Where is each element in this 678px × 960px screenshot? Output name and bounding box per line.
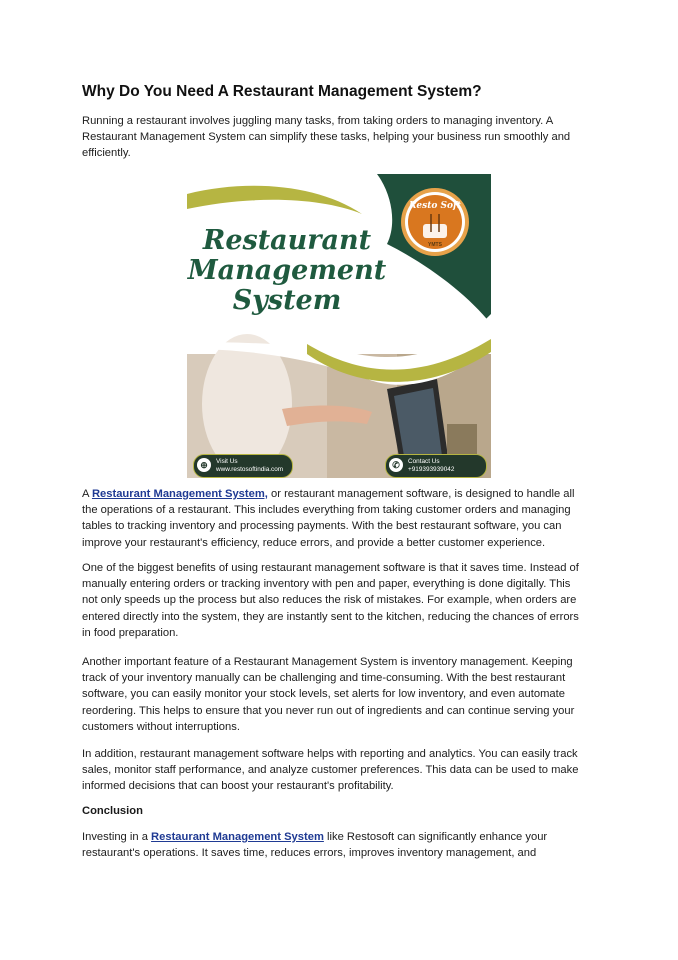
top-swoosh [187,186,362,214]
phone-icon: ✆ [389,458,403,472]
para5-text: like Restosoft can significantly enhance your restaurant's operations. It saves time, reduces errors, improves inventory management, and [82,831,548,860]
banner-title-1: Restaurant [202,225,372,256]
para5-prefix: Investing in a [82,831,152,843]
para1-text: or restaurant management software, is designed to handle all the operations of a restaurant. This includes everything from taking customer orders and managing tables to tracking inventory and processing payments. With the best restaurant software, you can improve your restaurant's efficiency, reduce errors, and provide a better customer experience. [82,488,575,549]
page-title: Why Do You Need A Restaurant Management System? [82,83,482,100]
logo-plate [423,224,447,238]
paragraph-benefits: One of the biggest benefits of using restaurant management software is that it saves time. Instead of manually entering orders or tracking inventory with pen and paper, everything is done digitally. This not only speeds up the process but also reduces the risk of mistakes. For example, when orders are entered directly into the system, they are instantly sent to the kitchen, reducing the chances of errors in food preparation. [82,562,579,639]
intro-paragraph: Running a restaurant involves juggling many tasks, from taking orders to managing inventory. A Restaurant Management System can simplify these tasks, helping your business run smoothly and efficiently. [82,115,571,160]
restaurant-management-system-link-2[interactable]: Restaurant Management System [151,831,324,843]
contact-label: Contact Us [408,458,440,465]
logo-subtext: YMTS [428,242,442,248]
contact-us-badge[interactable] [385,454,487,478]
banner-graphic [187,174,491,478]
contact-phone: +919393939042 [408,466,455,473]
visit-label: Visit Us [216,458,238,465]
banner-title-2: Management [187,255,387,286]
visit-url: www.restosoftindia.com [216,466,284,473]
logo-wordmark: Resto Soft [408,201,462,211]
banner-image [187,174,491,478]
paragraph-definition [82,486,587,551]
paragraph-inventory: Another important feature of a Restaurant Management System is inventory management. Keeping track of your inventory manually can be challenging and time-consuming. With the best restaurant software, you can easily monitor your stock levels, set alerts for low inventory, and even automate reordering. This helps to ensure that you never run out of ingredients and can continue serving your customers without interruptions. [82,656,575,733]
restaurant-management-system-link[interactable]: Restaurant Management System, [91,488,268,500]
para1-prefix: A [82,488,92,500]
globe-icon: ⊕ [197,458,211,472]
banner-title-3: System [232,285,342,316]
paragraph-analytics: In addition, restaurant management software helps with reporting and analytics. You can easily track sales, monitor staff performance, and analyze customer preferences. This data can be used to make informed decisions that can boost your restaurant's profitability. [82,748,579,793]
conclusion-heading: Conclusion [82,805,143,817]
paragraph-conclusion [82,829,587,861]
visit-us-badge[interactable] [193,454,293,478]
